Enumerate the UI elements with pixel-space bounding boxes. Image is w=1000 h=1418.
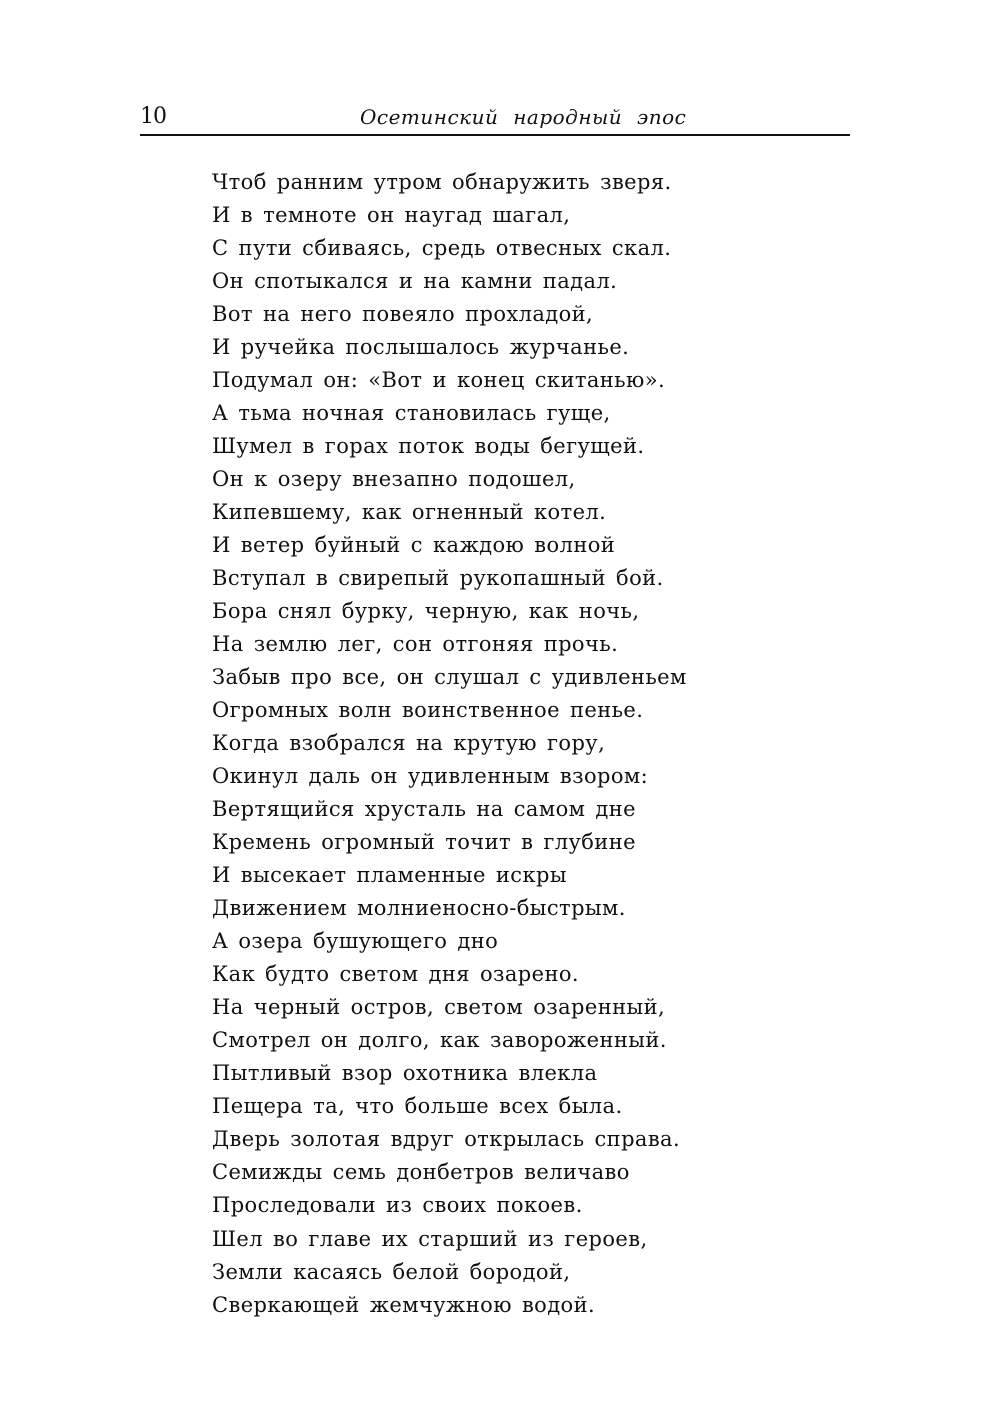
verse-line: А озера бушующего дно: [212, 929, 499, 954]
verse-line: Пытливый взор охотника влекла: [212, 1061, 598, 1086]
verse-line: Шел во главе их старший из героев,: [212, 1226, 648, 1251]
page-header: [140, 100, 850, 134]
verse-line: Пещера та, что больше всех была.: [212, 1094, 623, 1119]
verse-line: На черный остров, светом озаренный,: [212, 995, 666, 1020]
verse-line: Семижды семь донбетров величаво: [212, 1160, 630, 1185]
verse-line: Чтоб ранним утром обнаружить зверя.: [212, 170, 672, 194]
verse-line: Проследовали из своих покоев.: [212, 1193, 583, 1218]
verse-line: Как будто светом дня озарено.: [212, 962, 579, 987]
verse-line: Кремень огромный точит в глубине: [212, 830, 636, 855]
verse-line: И высекает пламенные искры: [212, 863, 567, 888]
verse-line: Окинул даль он удивленным взором:: [212, 764, 649, 789]
poem-text: [212, 166, 772, 1322]
verse-line: Движением молниеносно-быстрым.: [212, 896, 626, 921]
verse-line: Кипевшему, как огненный котел.: [212, 500, 607, 525]
verse-line: На землю лег, сон отгоняя прочь.: [212, 632, 619, 657]
verse-line: Бора снял бурку, черную, как ночь,: [212, 599, 640, 624]
verse-line: Шумел в горах поток воды бегущей.: [212, 434, 645, 459]
verse-line: Подумал он: «Вот и конец скитанью».: [212, 368, 666, 393]
verse-line: Смотрел он долго, как завороженный.: [212, 1028, 667, 1053]
verse-line: Вот на него повеяло прохладой,: [212, 302, 594, 327]
verse-line: И в темноте он наугад шагал,: [212, 203, 571, 228]
verse-line: И ручейка послышалось журчанье.: [212, 335, 630, 360]
verse-line: Земли касаясь белой бородой,: [212, 1259, 571, 1284]
header-rule: [140, 134, 850, 136]
verse-line: С пути сбиваясь, средь отвесных скал.: [212, 236, 672, 261]
verse-line: Вступал в свирепый рукопашный бой.: [212, 566, 664, 591]
verse-line: Сверкающей жемчужною водой.: [212, 1292, 596, 1317]
verse-line: Забыв про все, он слушал с удивленьем: [212, 665, 687, 690]
verse-line: И ветер буйный с каждою волной: [212, 533, 616, 558]
page-number: 10: [140, 104, 166, 129]
verse-line: Дверь золотая вдруг открылась справа.: [212, 1127, 681, 1152]
verse-line: Он спотыкался и на камни падал.: [212, 269, 618, 294]
verse-line: Вертящийся хрусталь на самом дне: [212, 797, 636, 822]
running-title: Осетинский народный эпос: [360, 105, 687, 129]
verse-line: А тьма ночная становилась гуще,: [212, 401, 611, 426]
verse-line: Огромных волн воинственное пенье.: [212, 698, 644, 723]
verse-line: Он к озеру внезапно подошел,: [212, 467, 576, 492]
verse-line: Когда взобрался на крутую гору,: [212, 731, 606, 756]
